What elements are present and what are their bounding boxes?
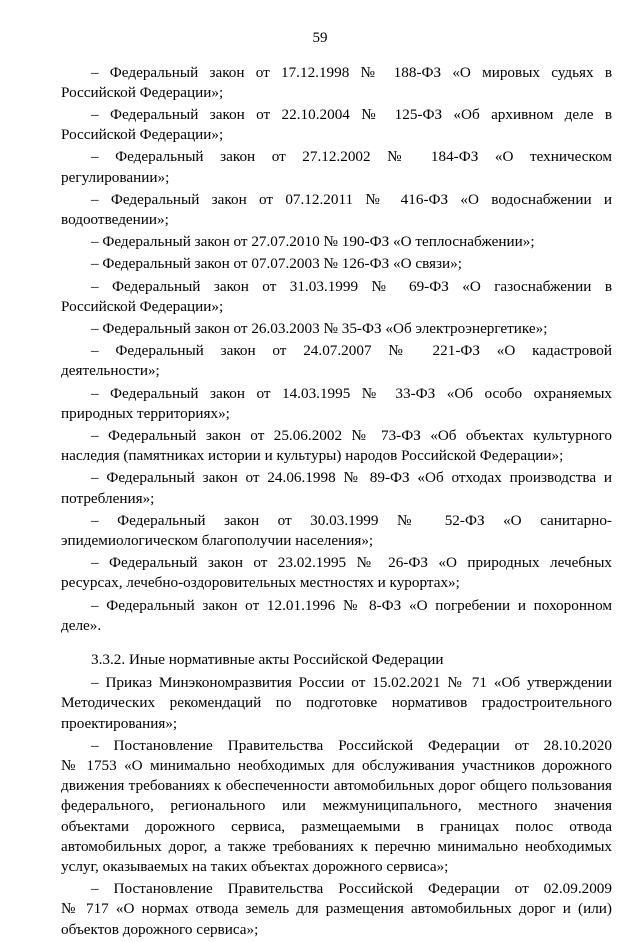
list-item-continuation: деятельности»; [61, 362, 160, 380]
page-number: 59 [312, 30, 328, 46]
list-item-line: – Федеральный закон от 07.12.2011 № 416-ФЗ «О водоснабжении и [91, 190, 612, 208]
federal-laws-list [61, 63, 612, 636]
list-item [91, 232, 612, 252]
list-item-continuation: Российской Федерации»; [61, 126, 224, 144]
list-item-line: – Федеральный закон от 14.03.1995 № 33-ФЗ «Об особо охраняемых [91, 384, 612, 402]
list-item-continuation: № 717 «О нормах отвода земель для размещения автомобильных дорог и (или) [61, 900, 612, 918]
list-item [61, 105, 612, 145]
list-item-continuation: объектами дорожного сервиса, размещаемыми в границах полос отвода [61, 817, 612, 835]
list-item-continuation: Российской Федерации»; [61, 83, 224, 101]
list-item-line: – Федеральный закон от 26.03.2003 № 35-ФЗ «Об электроэнергетике»; [91, 319, 548, 337]
list-item [61, 341, 612, 381]
list-item [61, 468, 612, 508]
list-item [91, 254, 612, 274]
list-item-continuation: № 1753 «О минимально необходимых для обслуживания участников дорожного [61, 757, 612, 774]
list-item-continuation: ресурсах, лечебно-оздоровительных местностях и курортах»; [61, 574, 460, 592]
document-body [61, 63, 612, 942]
list-item-line: – Приказ Минэкономразвития России от 15.02.2021 № 71 «Об утверждении [91, 674, 612, 692]
list-item [61, 277, 612, 317]
list-item-line: – Федеральный закон от 27.12.2002 № 184-ФЗ «О техническом [91, 148, 612, 166]
list-item [61, 673, 612, 734]
list-item [61, 553, 612, 593]
list-item [61, 63, 612, 103]
list-item-continuation: водоотведении»; [61, 210, 169, 228]
list-item-line: – Федеральный закон от 24.06.1998 № 89-ФЗ «Об отходах производства и [91, 469, 612, 487]
list-item [61, 511, 612, 551]
list-item-line: – Федеральный закон от 27.07.2010 № 190-ФЗ «О теплоснабжении»; [91, 233, 535, 251]
list-item-continuation: проектирования»; [61, 714, 178, 732]
list-item-continuation: природных территориях»; [61, 404, 230, 422]
list-item-continuation: объектов дорожного сервиса»; [61, 920, 259, 938]
list-item-continuation: потребления»; [61, 489, 155, 507]
list-item [61, 190, 612, 230]
list-item-line: – Федеральный закон от 31.03.1999 № 69-ФЗ «О газоснабжении в [91, 277, 612, 295]
list-item-line: – Федеральный закон от 24.07.2007 № 221-ФЗ «О кадастровой [91, 342, 612, 360]
other-acts-list [61, 673, 612, 940]
list-item-line: – Федеральный закон от 12.01.1996 № 8-ФЗ «О погребении и похоронном [91, 596, 612, 614]
list-item-continuation: Методических рекомендаций по подготовке нормативов градостроительного [61, 694, 612, 712]
list-item-continuation: услуг, оказываемых на таких объектах дорожного сервиса»; [61, 858, 449, 876]
list-item-continuation: деле». [61, 616, 102, 634]
section-heading: 3.3.2. Иные нормативные акты Российской Федерации [91, 650, 444, 668]
list-item-line: – Федеральный закон от 30.03.1999 № 52-ФЗ «О санитарно- [91, 511, 612, 529]
list-item-continuation: эпидемиологическом благополучии населения»; [61, 531, 374, 549]
list-item-line: – Постановление Правительства Российской Федерации от 02.09.2009 [91, 880, 612, 898]
list-item [61, 596, 612, 636]
list-item-line: – Федеральный закон от 07.07.2003 № 126-ФЗ «О связи»; [91, 255, 462, 273]
list-item-continuation: автомобильных дорог, а также требованиях к перечню минимально необходимых [61, 837, 612, 855]
list-item-line: – Федеральный закон от 17.12.1998 № 188-ФЗ «О мировых судьях в [91, 63, 612, 81]
list-item-continuation: движения требованиях к обеспеченности автомобильных дорог общего пользования [61, 777, 612, 795]
list-item-continuation: Российской Федерации»; [61, 297, 224, 315]
list-item [61, 147, 612, 187]
list-item-line: – Федеральный закон от 22.10.2004 № 125-ФЗ «Об архивном деле в [91, 105, 612, 123]
list-item-continuation: наследия (памятниках истории и культуры) народов Российской Федерации»; [61, 447, 564, 465]
list-item [61, 384, 612, 424]
list-item [61, 426, 612, 466]
list-item [61, 879, 612, 940]
list-item [91, 319, 612, 339]
list-item-continuation: федерального, регионального или межмуниципального, местного значения [61, 797, 612, 815]
list-item [61, 736, 612, 877]
list-item-line: – Постановление Правительства Российской Федерации от 28.10.2020 [91, 736, 612, 754]
list-item-line: – Федеральный закон от 25.06.2002 № 73-ФЗ «Об объектах культурного [91, 426, 612, 444]
list-item-line: – Федеральный закон от 23.02.1995 № 26-ФЗ «О природных лечебных [91, 554, 612, 572]
list-item-continuation: регулировании»; [61, 168, 170, 186]
